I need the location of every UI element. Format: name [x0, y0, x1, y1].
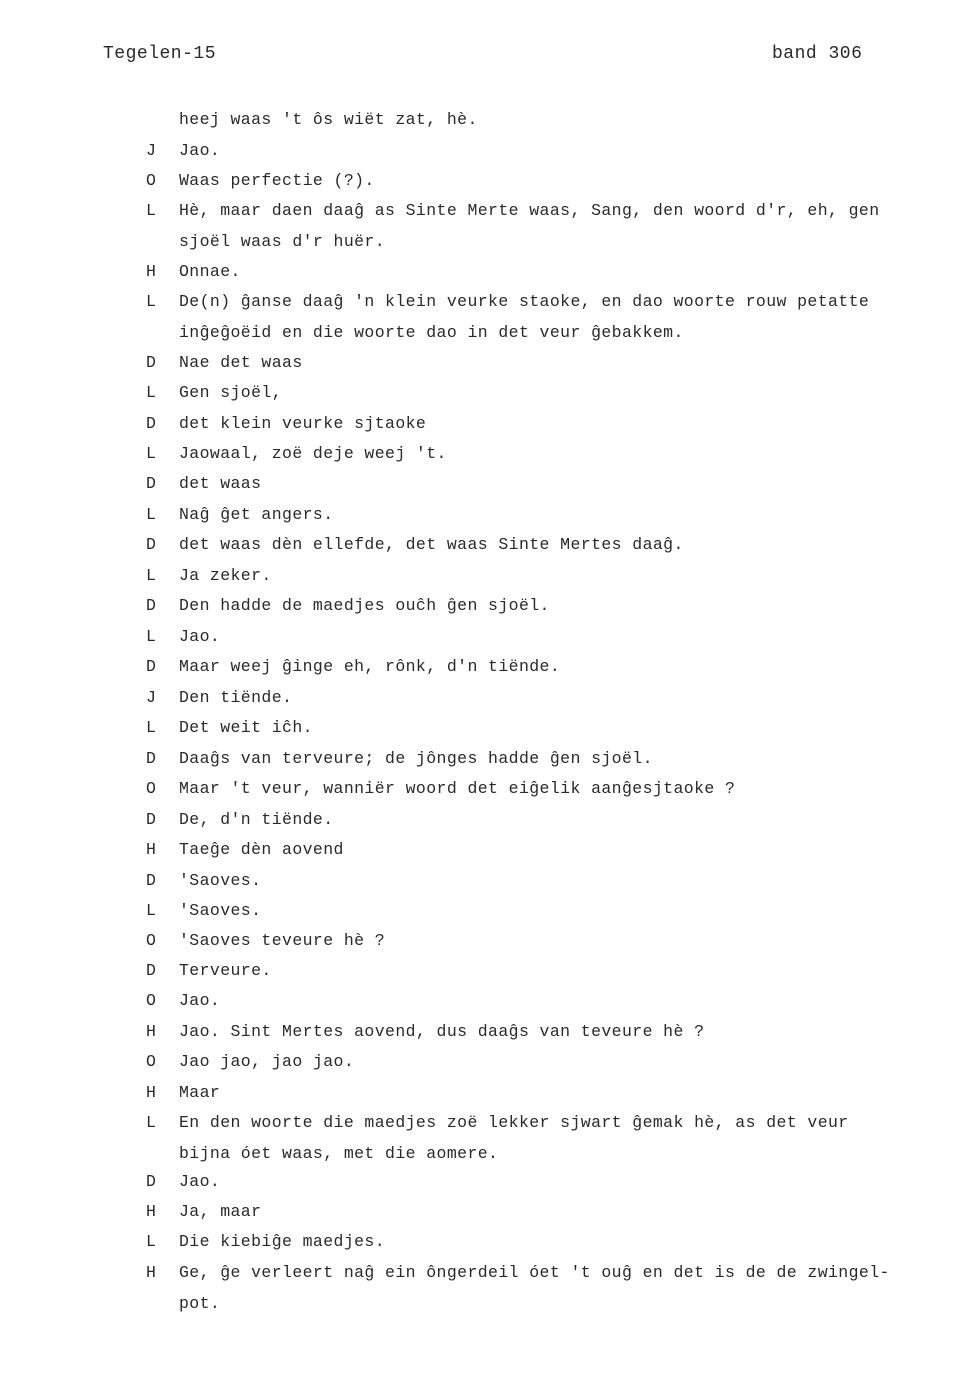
utterance-text [179, 378, 899, 409]
utterance-line: Hè, maar daen daaĝ as Sinte Merte waas, Sang, den woord d'r, eh, gen [179, 201, 880, 220]
utterance-line: 'Saoves. [179, 871, 262, 890]
speaker-initial: D [146, 474, 157, 493]
utterance-line: Daaĝs van terveure; de jônges hadde ĝen sjoël. [179, 749, 653, 768]
speaker-initial: L [146, 627, 157, 646]
utterance-line: Maar weej ĝinge eh, rônk, d'n tiënde. [179, 657, 561, 676]
utterance-line: Taeĝe dèn aovend [179, 840, 344, 859]
utterance-text [179, 896, 899, 927]
utterance-line: Maar [179, 1083, 221, 1102]
utterance-line: Naĝ ĝet angers. [179, 505, 334, 524]
utterance-text [179, 713, 899, 744]
utterance-text [179, 805, 899, 836]
utterance-text [179, 530, 899, 561]
utterance-text [179, 105, 899, 136]
utterance-text [179, 1197, 899, 1228]
utterance-text [179, 1108, 899, 1169]
utterance-line: 'Saoves teveure hè ? [179, 931, 386, 950]
utterance-line: Jao jao, jao jao. [179, 1052, 355, 1071]
utterance-text [179, 166, 899, 197]
speaker-initial: H [146, 1083, 157, 1102]
speaker-initial: D [146, 596, 157, 615]
speaker-initial: H [146, 1202, 157, 1221]
speaker-initial: L [146, 718, 157, 737]
utterance-line: Onnae. [179, 262, 241, 281]
utterance-text [179, 956, 899, 987]
speaker-initial: D [146, 871, 157, 890]
speaker-initial: L [146, 444, 157, 463]
speaker-initial: D [146, 414, 157, 433]
speaker-initial: D [146, 1172, 157, 1191]
speaker-initial: H [146, 1022, 157, 1041]
speaker-initial: O [146, 1052, 157, 1071]
speaker-initial: D [146, 961, 157, 980]
utterance-line: 'Saoves. [179, 901, 262, 920]
utterance-text [179, 136, 899, 167]
utterance-text [179, 257, 899, 288]
speaker-initial: H [146, 1263, 157, 1282]
speaker-initial: O [146, 991, 157, 1010]
utterance-line: inĝeĝoëid en die woorte dao in det veur ĝebakkem. [179, 322, 684, 342]
utterance-text [179, 1078, 899, 1109]
utterance-text [179, 835, 899, 866]
speaker-initial: D [146, 353, 157, 372]
utterance-text [179, 409, 899, 440]
speaker-initial: L [146, 1232, 157, 1251]
utterance-text [179, 926, 899, 957]
utterance-line: De, d'n tiënde. [179, 810, 334, 829]
utterance-line: Die kiebiĝe maedjes. [179, 1232, 386, 1251]
utterance-text [179, 683, 899, 714]
utterance-text [179, 469, 899, 500]
utterance-text [179, 866, 899, 897]
speaker-initial: L [146, 383, 157, 402]
utterance-line: Ja, maar [179, 1202, 262, 1221]
speaker-initial: J [146, 688, 157, 707]
utterance-line: Det weit iĉh. [179, 718, 313, 737]
utterance-text [179, 348, 899, 379]
utterance-line: Ge, ĝe verleert naĝ ein ôngerdeil óet 't ouĝ en det is de de zwingel- [179, 1263, 890, 1282]
utterance-line: sjoël waas d'r huër. [179, 231, 386, 251]
speaker-initial: L [146, 901, 157, 920]
utterance-text [179, 744, 899, 775]
utterance-line: Jao. [179, 991, 221, 1010]
speaker-initial: D [146, 535, 157, 554]
utterance-line: De(n) ĝanse daaĝ 'n klein veurke staoke, en dao woorte rouw petatte [179, 292, 870, 311]
utterance-line: Gen sjoël, [179, 383, 283, 402]
utterance-line: bijna óet waas, met die aomere. [179, 1143, 499, 1163]
utterance-text [179, 561, 899, 592]
utterance-line: Terveure. [179, 961, 272, 980]
utterance-line: Den tiënde. [179, 688, 293, 707]
utterance-line: det waas dèn ellefde, det waas Sinte Mertes daaĝ. [179, 535, 684, 554]
utterance-line: det klein veurke sjtaoke [179, 414, 427, 433]
speaker-initial: L [146, 505, 157, 524]
speaker-initial: O [146, 171, 157, 190]
utterance-text [179, 1017, 899, 1048]
speaker-initial: O [146, 779, 157, 798]
utterance-text [179, 986, 899, 1017]
utterance-line: Den hadde de maedjes ouĉh ĝen sjoël. [179, 596, 550, 615]
utterance-text [179, 439, 899, 470]
utterance-text [179, 591, 899, 622]
utterance-line: pot. [179, 1293, 221, 1313]
utterance-line: En den woorte die maedjes zoë lekker sjwart ĝemak hè, as det veur [179, 1113, 849, 1132]
speaker-initial: J [146, 141, 157, 160]
utterance-line: Jaowaal, zoë deje weej 't. [179, 444, 447, 463]
utterance-line: Waas perfectie (?). [179, 171, 375, 190]
speaker-initial: D [146, 810, 157, 829]
utterance-line: Nae det waas [179, 353, 303, 372]
utterance-text [179, 500, 899, 531]
utterance-line: Jao. Sint Mertes aovend, dus daaĝs van teveure hè ? [179, 1022, 705, 1041]
utterance-text [179, 1227, 899, 1258]
speaker-initial: O [146, 931, 157, 950]
utterance-line: Maar 't veur, wanniër woord det eiĝelik aanĝesjtaoke ? [179, 779, 736, 798]
document-header-tape: band 306 [772, 44, 863, 64]
utterance-text [179, 1167, 899, 1198]
utterance-line: heej waas 't ôs wiët zat, hè. [179, 110, 478, 129]
utterance-text [179, 652, 899, 683]
speaker-initial: H [146, 262, 157, 281]
speaker-initial: D [146, 749, 157, 768]
speaker-initial: L [146, 566, 157, 585]
utterance-line: Jao. [179, 141, 221, 160]
speaker-initial: L [146, 201, 157, 220]
speaker-initial: H [146, 840, 157, 859]
utterance-text [179, 622, 899, 653]
utterance-text [179, 1258, 899, 1319]
utterance-text [179, 1047, 899, 1078]
utterance-text [179, 196, 899, 257]
speaker-initial: L [146, 1113, 157, 1132]
document-header-location: Tegelen-15 [103, 44, 217, 64]
utterance-text [179, 774, 899, 805]
utterance-line: det waas [179, 474, 262, 493]
speaker-initial: L [146, 292, 157, 311]
utterance-line: Ja zeker. [179, 566, 272, 585]
utterance-line: Jao. [179, 1172, 221, 1191]
utterance-text [179, 287, 899, 348]
speaker-initial: D [146, 657, 157, 676]
utterance-line: Jao. [179, 627, 221, 646]
